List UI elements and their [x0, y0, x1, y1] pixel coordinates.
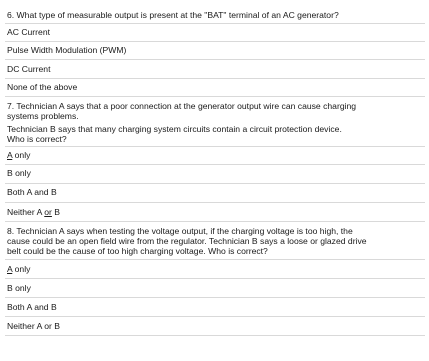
- question-7-prompt-line-1: 7. Technician A says that a poor connection at the generator output wire can cause charging: [7, 101, 357, 111]
- option-text: only: [12, 264, 31, 274]
- question-7-option-a[interactable]: [7, 150, 423, 160]
- question-7-prompt-line-4: Who is correct?: [7, 134, 67, 144]
- question-7-option-c[interactable]: Both A and B: [7, 187, 57, 197]
- question-6-option-c[interactable]: DC Current: [7, 64, 51, 74]
- divider: [5, 316, 425, 317]
- quiz-page: [5, 0, 425, 361]
- divider: [5, 23, 425, 24]
- divider: [5, 78, 425, 79]
- option-text: Neither A: [7, 207, 45, 217]
- divider: [5, 183, 425, 184]
- option-letter: A: [7, 150, 13, 160]
- divider: [5, 146, 425, 147]
- divider: [5, 278, 425, 279]
- divider: [5, 221, 425, 222]
- option-underlined-word: or: [44, 207, 52, 217]
- question-6-prompt: 6. What type of measurable output is present at the "BAT" terminal of an AC generator?: [7, 10, 339, 20]
- divider: [5, 202, 425, 203]
- question-7-option-d[interactable]: [7, 207, 423, 217]
- divider: [5, 96, 425, 97]
- question-6-option-b[interactable]: Pulse Width Modulation (PWM): [7, 45, 127, 55]
- divider: [5, 59, 425, 60]
- divider: [5, 259, 425, 260]
- question-8-prompt-line-1: 8. Technician A says when testing the voltage output, if the charging voltage is too high, the: [7, 226, 353, 236]
- divider: [5, 335, 425, 336]
- question-8-prompt-line-2: cause could be an open field wire from the regulator. Technician B says a loose or glazed drive: [7, 236, 367, 246]
- option-letter: A: [7, 264, 13, 274]
- question-8-option-d[interactable]: Neither A or B: [7, 321, 61, 331]
- question-6-option-a[interactable]: AC Current: [7, 27, 50, 37]
- question-8-option-a[interactable]: [7, 264, 423, 274]
- divider: [5, 41, 425, 42]
- divider: [5, 164, 425, 165]
- question-8-option-b[interactable]: B only: [7, 283, 31, 293]
- question-7-prompt-line-2: systems problems.: [7, 111, 79, 121]
- question-6-option-d[interactable]: None of the above: [7, 82, 78, 92]
- question-8-option-c[interactable]: Both A and B: [7, 302, 57, 312]
- question-7-prompt-line-3: Technician B says that many charging system circuits contain a circuit protection device.: [7, 124, 342, 134]
- question-7-option-b[interactable]: B only: [7, 168, 31, 178]
- option-text: only: [12, 150, 31, 160]
- option-text: B: [51, 207, 61, 217]
- question-8-prompt-line-3: belt could be the cause of too high charging voltage. Who is correct?: [7, 246, 268, 256]
- divider: [5, 297, 425, 298]
